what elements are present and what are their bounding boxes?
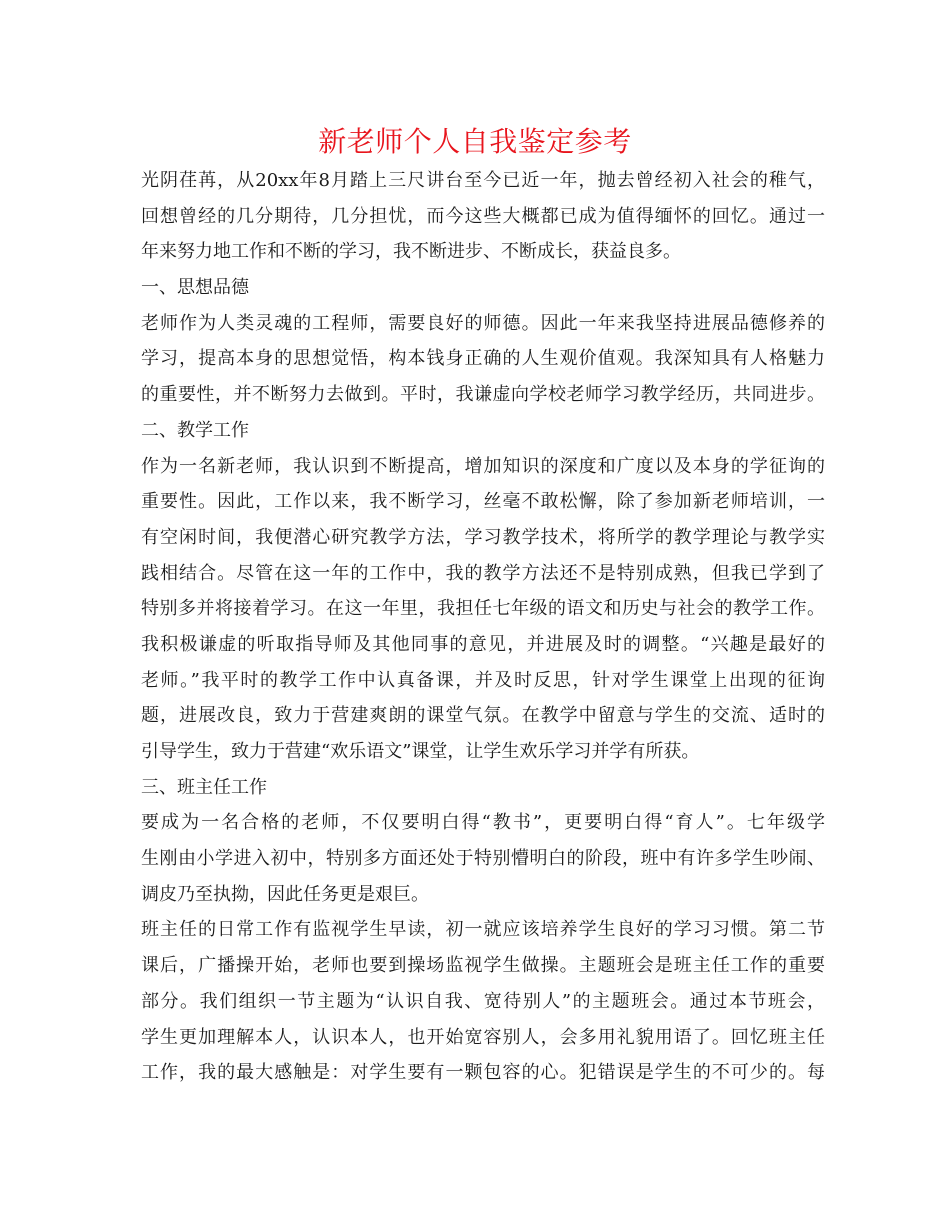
- document-title: 新老师个人自我鉴定参考: [318, 125, 632, 158]
- text-line: 三、班主任工作: [141, 776, 267, 798]
- text-line: 生刚由小学进入初中，特别多方面还处于特别懵明白的阶段，班中有许多学生吵闹、: [141, 848, 825, 870]
- text-line: 课后，广播操开始，老师也要到操场监视学生做操。主题班会是班主任工作的重要: [141, 955, 825, 977]
- text-line: 二、教学工作: [141, 419, 249, 441]
- text-line: 题，进展改良，致力于营建爽朗的课堂气氛。在教学中留意与学生的交流、适时的: [141, 705, 825, 727]
- text-line: 一、思想品德: [141, 277, 249, 299]
- text-line: 老师。”我平时的教学工作中认真备课，并及时反思，针对学生课堂上出现的征询: [141, 669, 825, 691]
- text-line: 的重要性，并不断努力去做到。平时，我谦虚向学校老师学习教学经历，共同进步。: [141, 384, 825, 406]
- text-line: 工作，我的最大感触是：对学生要有一颗包容的心。犯错误是学生的不可少的。每: [141, 1062, 825, 1084]
- text-line: 有空闲时间，我便潜心研究教学方法，学习教学技术，将所学的教学理论与教学实: [141, 526, 825, 548]
- text-line: 回想曾经的几分期待，几分担忧，而今这些大概都已成为值得缅怀的回忆。通过一: [141, 205, 825, 227]
- text-line: 调皮乃至执拗，因此任务更是艰巨。: [141, 883, 429, 905]
- text-line: 年来努力地工作和不断的学习，我不断进步、不断成长，获益良多。: [141, 241, 681, 263]
- text-line: 部分。我们组织一节主题为“认识自我、宽待别人”的主题班会。通过本节班会，: [141, 990, 825, 1012]
- text-line: 要成为一名合格的老师，不仅要明白得“教书”，更要明白得“育人”。七年级学: [141, 812, 825, 834]
- text-line: 重要性。因此，工作以来，我不断学习，丝毫不敢松懈，除了参加新老师培训，一: [141, 491, 825, 513]
- text-line: 作为一名新老师，我认识到不断提高，增加知识的深度和广度以及本身的学征询的: [141, 455, 825, 477]
- text-line: 引导学生，致力于营建“欢乐语文”课堂，让学生欢乐学习并学有所获。: [141, 741, 700, 762]
- text-line: 学生更加理解本人，认识本人，也开始宽容别人，会多用礼貌用语了。回忆班主任: [141, 1026, 825, 1048]
- text-line: 特别多并将接着学习。在这一年里，我担任七年级的语文和历史与社会的教学工作。: [141, 598, 825, 620]
- text-line: 光阴荏苒，从20xx年8月踏上三尺讲台至今已近一年，抛去曾经初入社会的稚气，: [141, 170, 825, 191]
- text-line: 学习，提高本身的思想觉悟，构本钱身正确的人生观价值观。我深知具有人格魅力: [141, 348, 825, 370]
- text-line: 践相结合。尽管在这一年的工作中，我的教学方法还不是特别成熟，但我已学到了: [141, 562, 825, 584]
- text-line: 班主任的日常工作有监视学生早读，初一就应该培养学生良好的学习习惯。第二节: [141, 919, 825, 941]
- document-body: [141, 163, 825, 1091]
- text-line: 老师作为人类灵魂的工程师，需要良好的师德。因此一年来我坚持进展品德修养的: [141, 312, 825, 334]
- text-line: 我积极谦虚的听取指导师及其他同事的意见，并进展及时的调整。“兴趣是最好的: [141, 633, 825, 655]
